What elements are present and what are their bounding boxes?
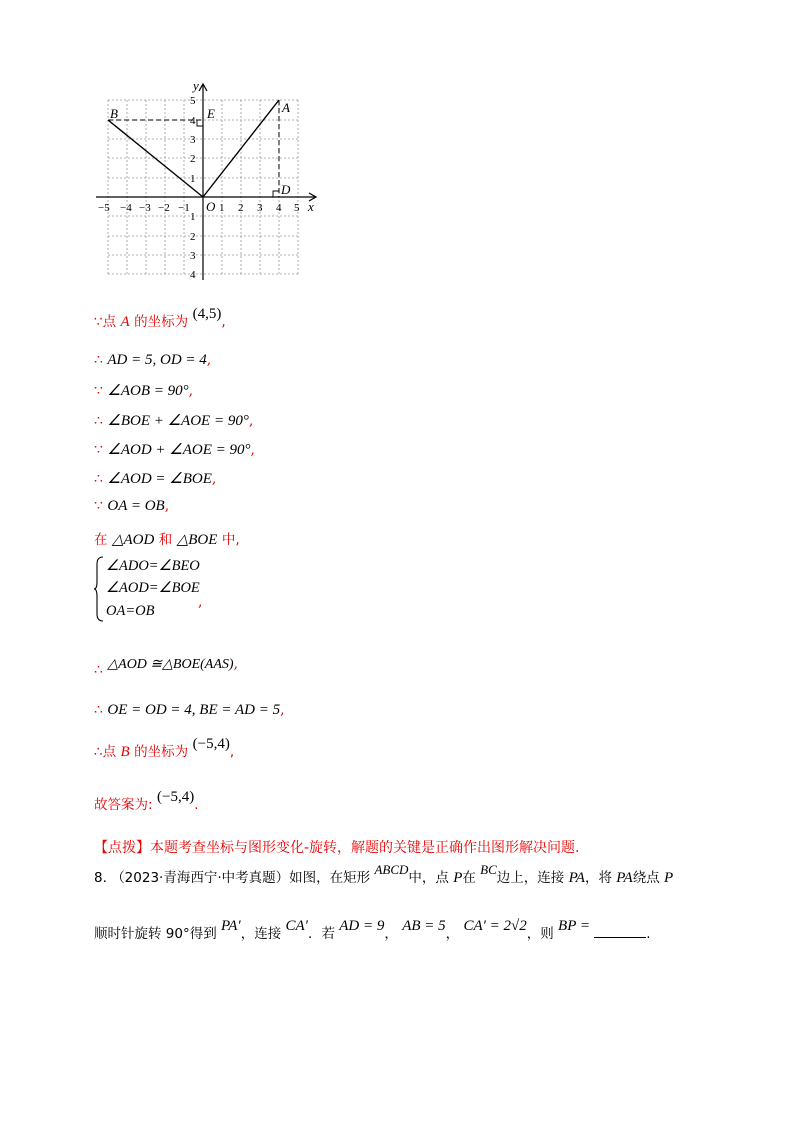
math-bp: BP = (558, 918, 590, 934)
math-ca-value: CA′ = 2√2 (463, 918, 527, 934)
x-tick: 5 (294, 202, 300, 214)
point-b-label: B (110, 106, 118, 121)
text: 绕点 (632, 870, 660, 886)
punct: , (221, 314, 226, 330)
punct: . (194, 797, 199, 813)
math-value: (4,5) (192, 306, 222, 322)
triangle-aod: △AOD (111, 532, 155, 548)
symbol: ∵ (94, 442, 103, 458)
text: ， (445, 926, 460, 942)
tip-label: 【点拨】 (94, 840, 150, 856)
point-a-label: A (282, 100, 290, 115)
solution-line-11 (94, 736, 235, 761)
text: . (646, 926, 651, 942)
text: ．若 (307, 926, 335, 942)
solution-line-9 (94, 656, 239, 678)
solution-line-1 (94, 306, 226, 331)
symbol: ∴ (94, 662, 103, 678)
symbol: ∴ (94, 352, 103, 368)
tip-text: 本题考查坐标与图形变化-旋转，解题的关键是正确作出图形解决问题. (150, 840, 580, 856)
math-p: P (663, 870, 674, 886)
x-tick: 4 (276, 202, 282, 214)
punct: , (211, 471, 217, 487)
symbol: ∴ (94, 702, 103, 718)
text: 故答案为: (94, 797, 153, 813)
math-expr: OE = OD = 4, BE = AD = 5 (107, 702, 281, 718)
solution-line-4 (94, 411, 253, 430)
math-expr: AD = 5, OD = 4 (107, 352, 207, 368)
solution-line-7 (94, 498, 169, 515)
x-tick: −4 (120, 202, 132, 214)
math-expr: ∠BOE + ∠AOE = 90° (107, 413, 249, 429)
x-tick: 3 (257, 202, 263, 214)
math-p: P (453, 870, 463, 886)
y-tick: 1 (190, 211, 196, 223)
x-tick: −1 (178, 202, 190, 214)
text: 和 (158, 532, 173, 548)
math-expr: ∠AOD + ∠AOE = 90° (107, 442, 251, 458)
text: 在 (94, 532, 108, 548)
system-line-1: ∠ADO=∠BEO (106, 558, 200, 574)
text: ，将 (584, 870, 612, 886)
solution-line-5 (94, 440, 255, 459)
text: ， (384, 926, 398, 942)
punct: , (248, 413, 254, 429)
problem-number: 8. (94, 870, 107, 886)
symbol: ∵ (94, 498, 103, 514)
x-tick: −3 (139, 202, 151, 214)
text: ，则 (526, 926, 554, 942)
math-pa-prime: PA′ (221, 918, 241, 934)
segment-ob (108, 120, 203, 197)
math-bc: BC (480, 862, 497, 877)
punct: , (233, 656, 239, 672)
punct: , (206, 352, 212, 368)
y-tick: 2 (190, 231, 196, 243)
solution-line-12 (94, 789, 199, 814)
text: ，连接 (240, 926, 282, 942)
solution-line-10 (94, 702, 285, 719)
answer-blank[interactable] (594, 925, 646, 938)
text: 如图，在矩形 (289, 870, 371, 886)
punct: , (164, 498, 170, 514)
math-expr: ∠AOB = 90° (107, 383, 189, 399)
math-var: B (120, 744, 130, 760)
punct: , (250, 442, 255, 458)
coordinate-graph (90, 80, 330, 285)
triangle-boe: △BOE (176, 532, 218, 548)
text: ∵点 (94, 314, 117, 330)
text: 顺时针旋转 90°得到 (94, 926, 217, 942)
punct: , (188, 383, 194, 399)
origin-label: O (206, 199, 216, 214)
x-tick: 2 (238, 202, 244, 214)
text: 中，点 (408, 870, 449, 886)
left-brace (94, 556, 104, 622)
system-line-3: OA=OB (106, 603, 155, 619)
problem-8-line-1 (94, 862, 674, 887)
x-tick: 1 (219, 202, 225, 214)
punct: , (280, 702, 285, 718)
math-pa: PA (568, 870, 585, 886)
solution-line-8 (94, 528, 240, 549)
math-value: (−5,4) (192, 736, 230, 752)
y-tick: 3 (190, 250, 196, 262)
symbol: ∵ (94, 383, 103, 399)
math-abcd: ABCD (374, 862, 409, 877)
text: 的坐标为 (134, 314, 189, 330)
y-axis-label: y (193, 80, 199, 93)
solution-line-3 (94, 381, 193, 400)
x-tick: −2 (158, 202, 170, 214)
math-expr: OA = OB (107, 498, 165, 514)
symbol: ∴ (94, 413, 103, 429)
text: 的坐标为 (134, 744, 189, 760)
math-expr: ∠AOD = ∠BOE (107, 471, 212, 487)
math-var: A (120, 314, 130, 330)
y-tick: 1 (190, 173, 196, 185)
text: 边上，连接 (496, 870, 565, 886)
tip (94, 837, 580, 857)
right-angle-marks (197, 120, 279, 197)
system-end: , (198, 594, 203, 610)
x-axis-label: x (308, 199, 314, 214)
problem-8-line-2 (94, 918, 651, 943)
point-d-label: D (281, 182, 291, 197)
problem-source: （2023·青海西宁·中考真题） (111, 870, 290, 886)
point-e-label: E (207, 106, 215, 121)
y-tick: 3 (190, 134, 196, 146)
text: ∴点 (94, 744, 117, 760)
answer-value: (−5,4) (157, 789, 195, 805)
math-ca-prime: CA′ (285, 918, 308, 934)
math-ab: AB = 5 (402, 918, 446, 934)
math-ad: AD = 9 (339, 918, 385, 934)
text: 在 (462, 870, 476, 886)
punct: , (229, 744, 235, 760)
system-line-2: ∠AOD=∠BOE (106, 580, 200, 596)
solution-line-2 (94, 352, 211, 369)
y-tick: 5 (190, 95, 196, 107)
symbol: ∴ (94, 471, 103, 487)
solution-line-6 (94, 469, 216, 488)
y-tick: 2 (190, 153, 196, 165)
text: 中, (221, 532, 240, 548)
y-tick: 4 (190, 115, 196, 127)
y-tick: 4 (190, 269, 196, 281)
math-pa: PA (616, 870, 633, 886)
x-tick: −5 (98, 202, 110, 214)
math-expr: △AOD ≅△BOE(AAS) (107, 657, 234, 672)
